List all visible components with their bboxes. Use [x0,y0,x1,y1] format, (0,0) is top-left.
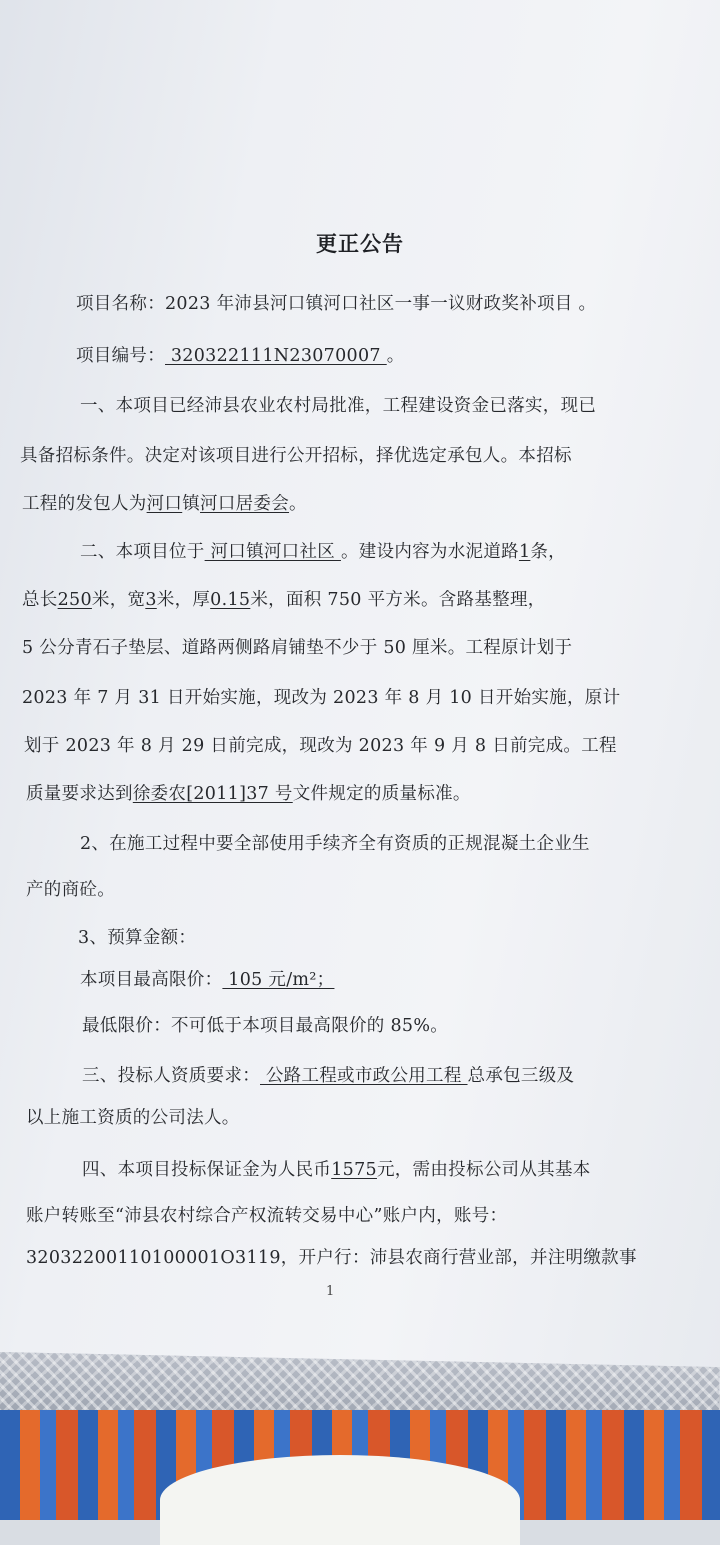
text-line [82,1062,574,1087]
text-segment: 工程的发包人为 [22,494,147,514]
document-title: 更正公告 [316,231,404,256]
text-segment: 5 公分青石子垫层、道路两侧路肩铺垫不少于 50 厘米。工程原计划于 [22,638,573,658]
underlined-field: 105 元/m²； [222,970,335,990]
text-line [26,1104,240,1129]
text-segment: 具备招标条件。决定对该项目进行公开招标，择优选定承包人。本招标 [20,446,572,466]
underlined-field: 320322111N23070007 [165,346,387,366]
page-number: 1 [326,1284,335,1299]
text-segment: 三、投标人资质要求： [82,1066,260,1086]
text-segment: 条， [530,542,566,562]
text-line [80,392,596,417]
text-segment: 二、本项目位于 [80,542,205,562]
underlined-field: 250 [57,590,92,610]
text-segment: 项目名称：2023 年沛县河口镇河口社区一事一议财政奖补项目 。 [76,294,597,314]
text-line [78,924,196,949]
text-line [80,830,590,855]
text-line [26,780,471,805]
underlined-field: 河口镇河口社区 [204,542,341,562]
text-line [22,586,546,611]
underlined-field: 3 [145,590,157,610]
text-line [80,966,334,991]
text-line [20,442,572,467]
text-line [26,876,115,901]
text-segment: 产的商砼。 [26,880,115,900]
text-line [26,1244,637,1269]
text-segment: 项目编号： [76,346,165,366]
text-segment: 2023 年 7 月 31 日开始实施，现改为 2023 年 8 月 10 日开始实施，原计 [22,688,621,708]
text-line [76,290,596,315]
text-segment: 2、在施工过程中要全部使用手续齐全有资质的正规混凝土企业生 [80,834,590,854]
text-line [22,684,620,709]
text-segment: 镇 [182,494,201,514]
text-segment: 总承包三级及 [467,1066,575,1086]
text-line [22,634,572,659]
text-segment: 米，面积 750 平方米。含路基整理， [250,590,546,610]
underlined-field: 0.15 [210,590,251,610]
text-segment: 账户转账至“沛县农村综合产权流转交易中心”账户内，账号： [26,1206,508,1226]
text-segment: 质量要求达到 [26,784,133,804]
text-line [82,1012,448,1037]
white-cloth [160,1455,520,1545]
text-line [82,1156,591,1181]
text-segment: 本项目最高限价： [80,970,223,990]
text-line [22,490,307,515]
text-segment: 32032200110100001O3119，开户行：沛县农商行营业部，并注明缴款事 [26,1248,637,1268]
text-segment: 。建设内容为水泥道路 [340,542,519,562]
text-segment: 四、本项目投标保证金为人民币 [82,1160,332,1180]
text-segment: 。 [386,346,405,366]
text-line [26,1202,507,1227]
text-segment: 。 [289,494,307,514]
underlined-field: 河口 [146,494,183,514]
text-segment: 划于 2023 年 8 月 29 日前完成，现改为 2023 年 9 月 8 日前完成。工程 [24,736,617,756]
underlined-field: 1575 [331,1160,377,1180]
text-segment: 总长 [22,590,58,610]
underlined-field: 徐委农[2011]37 号 [132,784,293,804]
text-segment: 以上施工资质的公司法人。 [26,1108,240,1128]
text-segment: 米，宽 [91,590,146,610]
text-segment: 文件规定的质量标准。 [292,784,471,804]
underlined-field: 河口居委会 [200,494,290,514]
text-line [76,342,405,367]
underlined-field: 公路工程或市政公用工程 [260,1066,468,1086]
text-line [80,538,566,563]
text-segment: 3、预算金额： [78,928,197,948]
text-segment: 米，厚 [156,590,211,610]
underlined-field: 1 [518,542,531,562]
text-segment: 最低限价：不可低于本项目最高限价的 85%。 [82,1016,449,1036]
text-segment: 元，需由投标公司从其基本 [376,1160,591,1180]
text-line [24,732,617,757]
text-segment: 一、本项目已经沛县农业农村局批准，工程建设资金已落实，现已 [80,396,597,416]
